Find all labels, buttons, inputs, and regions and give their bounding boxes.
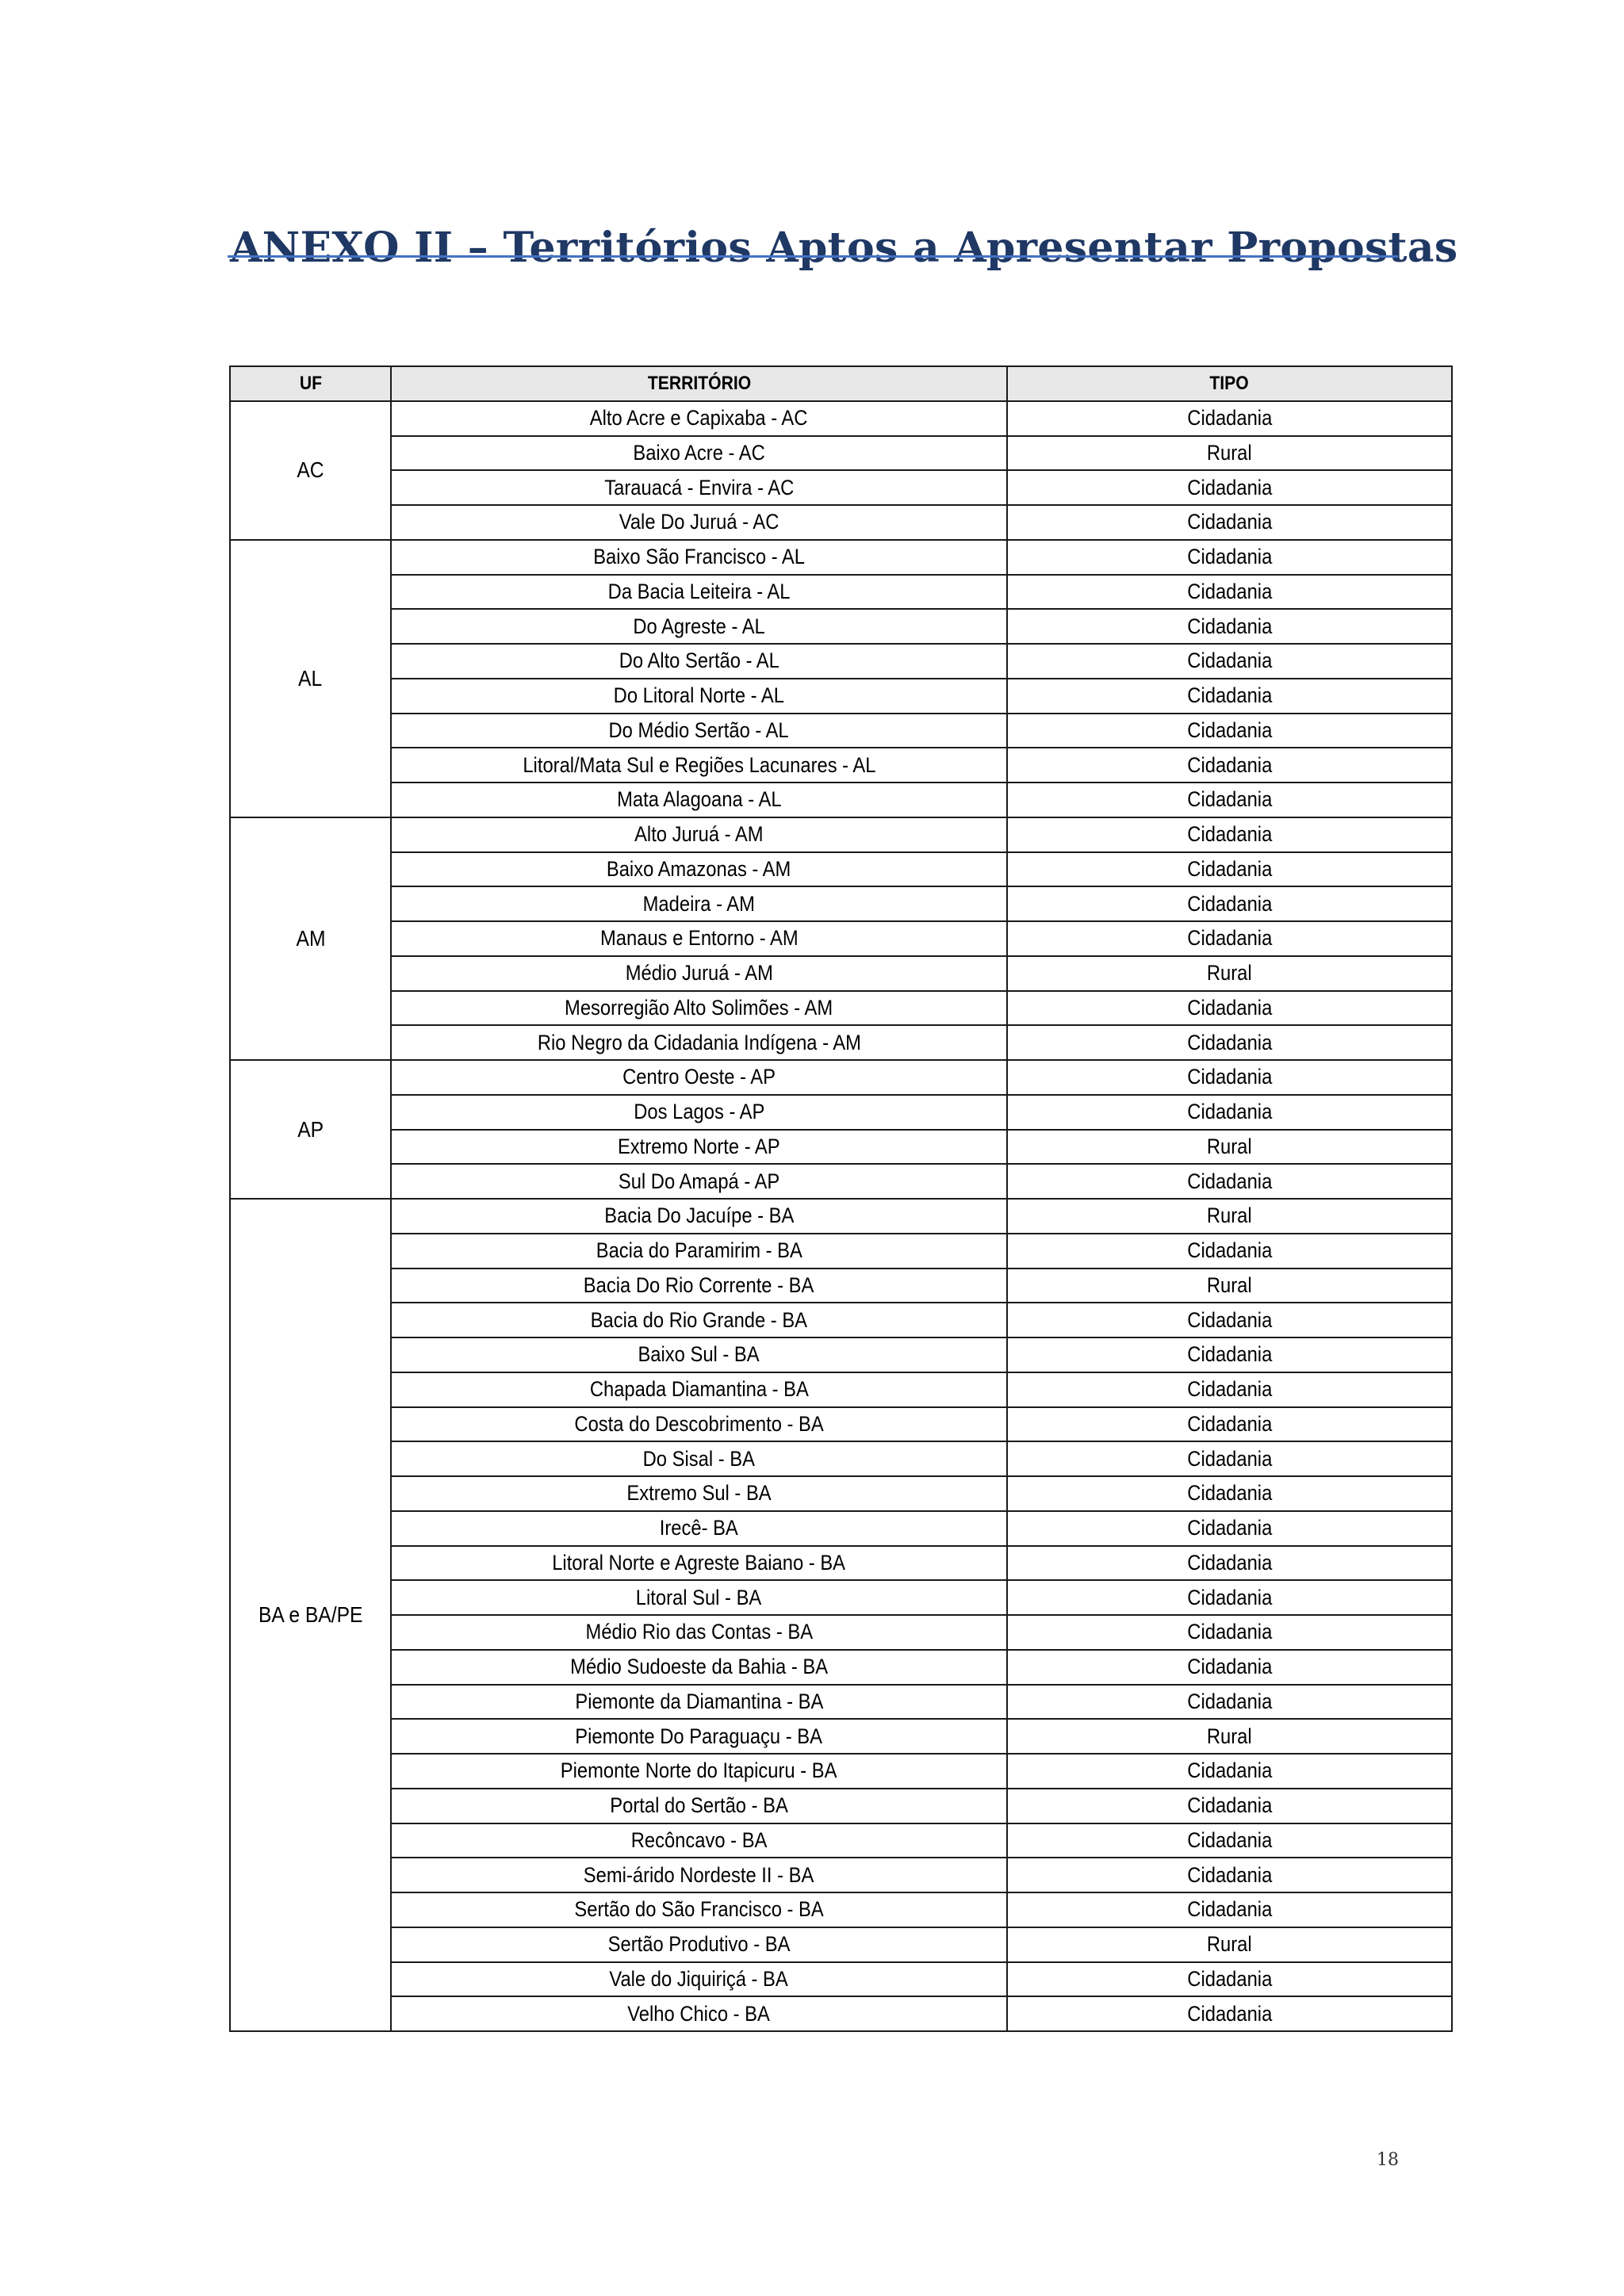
tipo-cell [1007,1650,1452,1685]
table-row [230,1615,1452,1650]
tipo-label: Cidadania [1186,1862,1273,1887]
territorio-cell [391,401,1007,436]
territorio-cell [391,1962,1007,1997]
table-row [230,1372,1452,1407]
territorio-cell [391,1685,1007,1720]
table-row [230,1269,1452,1303]
tipo-cell [1007,679,1452,714]
tipo-label: Rural [1207,1724,1252,1748]
territorio-cell [391,1025,1007,1060]
territorio-label: Do Agreste - AL [633,614,765,638]
tipo-cell [1007,1234,1452,1269]
territorio-label: Semi-árido Nordeste II - BA [584,1862,814,1887]
table-row [230,505,1452,540]
tipo-label: Cidadania [1186,1689,1273,1713]
column-header-tipo: TIPO [1007,366,1452,401]
territorio-label: Piemonte Norte do Itapicuru - BA [561,1758,837,1783]
territorio-cell [391,1234,1007,1269]
table-row [230,470,1452,505]
tipo-label: Cidadania [1186,614,1273,638]
territorio-label: Piemonte Do Paraguaçu - BA [575,1724,823,1748]
territorio-cell [391,1199,1007,1234]
territorio-label: Portal do Sertão - BA [610,1793,788,1818]
tipo-label: Cidadania [1186,1827,1273,1852]
tipo-cell [1007,1754,1452,1789]
table-row [230,1303,1452,1337]
table-row [230,1858,1452,1892]
tipo-cell [1007,1095,1452,1130]
tipo-cell [1007,436,1452,471]
tipo-cell [1007,1269,1452,1303]
page-title: ANEXO II – Territórios Aptos a Apresentar Propostas [230,223,1458,272]
tipo-label: Cidadania [1186,891,1273,916]
table-row [230,1407,1452,1442]
tipo-label: Cidadania [1186,1758,1273,1783]
tipo-cell [1007,1789,1452,1823]
uf-cell [230,817,391,1060]
table-row [230,783,1452,817]
tipo-label: Cidadania [1186,545,1273,569]
column-header-territorio: TERRITÓRIO [391,366,1007,401]
territorio-cell [391,1476,1007,1511]
tipo-cell [1007,1927,1452,1962]
tipo-label: Rural [1207,440,1252,465]
territorio-label: Vale Do Juruá - AC [619,510,779,534]
tipo-label: Rural [1207,1203,1252,1228]
tipo-label: Rural [1207,1134,1252,1158]
table-row [230,886,1452,921]
tipo-cell [1007,1407,1452,1442]
territorio-cell [391,748,1007,783]
table-row [230,1719,1452,1754]
territorio-label: Rio Negro da Cidadania Indígena - AM [537,1030,861,1054]
table-row [230,1962,1452,1997]
tipo-cell [1007,1962,1452,1997]
territorio-label: Mata Alagoana - AL [616,787,782,812]
tipo-label: Cidadania [1186,1655,1273,1679]
table-row [230,401,1452,436]
table-body [230,401,1452,2031]
table-row [230,1164,1452,1199]
uf-cell [230,1060,391,1199]
territorio-label: Bacia do Rio Grande - BA [590,1307,808,1332]
territorio-cell [391,1719,1007,1754]
territorio-cell [391,1927,1007,1962]
table-row [230,575,1452,610]
territorio-cell [391,1546,1007,1581]
territorio-label: Baixo São Francisco - AL [593,545,805,569]
tipo-cell [1007,1025,1452,1060]
territorio-cell [391,1511,1007,1546]
tipo-label: Cidadania [1186,1238,1273,1263]
table-row [230,1025,1452,1060]
territorio-cell [391,1130,1007,1165]
territorio-label: Litoral Sul - BA [636,1585,762,1609]
title-underline [228,255,1398,258]
territorio-cell [391,609,1007,644]
territorio-label: Extremo Norte - AP [618,1134,780,1158]
territorio-label: Alto Acre e Capixaba - AC [590,406,808,430]
uf-label: AC [297,457,324,483]
territorio-label: Sertão do São Francisco - BA [574,1897,824,1922]
territorio-label: Tarauacá - Envira - AC [603,475,795,499]
tipo-cell [1007,1996,1452,2031]
tipo-cell [1007,886,1452,921]
territorio-label: Do Litoral Norte - AL [613,683,785,708]
uf-label: AM [296,925,325,951]
territorio-cell [391,1372,1007,1407]
tipo-label: Cidadania [1186,1169,1273,1193]
tipo-label: Cidadania [1186,1342,1273,1367]
territorio-cell [391,921,1007,956]
tipo-label: Cidadania [1186,1307,1273,1332]
tipo-cell [1007,1580,1452,1615]
tipo-cell [1007,1199,1452,1234]
tipo-label: Cidadania [1186,787,1273,812]
territorio-cell [391,679,1007,714]
uf-label: AL [298,665,323,691]
territorio-label: Litoral/Mata Sul e Regiões Lacunares - AL [522,752,876,777]
table-row [230,1130,1452,1165]
table-row [230,1476,1452,1511]
territorio-cell [391,1996,1007,2031]
tipo-label: Cidadania [1186,406,1273,430]
tipo-cell [1007,1164,1452,1199]
tipo-label: Cidadania [1186,683,1273,708]
tipo-cell [1007,1060,1452,1095]
territorio-label: Baixo Acre - AC [633,440,765,465]
table-row [230,1927,1452,1962]
table-row [230,1337,1452,1372]
tipo-cell [1007,1130,1452,1165]
table-row [230,714,1452,748]
tipo-cell [1007,1719,1452,1754]
tipo-cell [1007,609,1452,644]
page-number: 18 [1377,2150,1399,2170]
tipo-label: Cidadania [1186,1446,1273,1471]
tipo-label: Cidadania [1186,510,1273,534]
uf-cell [230,540,391,817]
tipo-cell [1007,852,1452,887]
table-row [230,1511,1452,1546]
territorio-label: Bacia do Paramirim - BA [596,1238,802,1263]
territorio-cell [391,714,1007,748]
territorio-cell [391,644,1007,679]
tipo-label: Cidadania [1186,1411,1273,1436]
tipo-label: Cidadania [1186,579,1273,603]
table-row [230,679,1452,714]
tipo-cell [1007,1685,1452,1720]
tipo-label: Cidadania [1186,1100,1273,1124]
territorio-label: Sul Do Amapá - AP [618,1169,780,1193]
territorio-label: Irecê- BA [659,1516,739,1540]
territorio-label: Piemonte da Diamantina - BA [574,1689,824,1713]
territorio-cell [391,1441,1007,1476]
table-row [230,748,1452,783]
tipo-cell [1007,991,1452,1026]
table-row [230,852,1452,887]
tipo-cell [1007,1858,1452,1892]
territorio-label: Da Bacia Leiteira - AL [607,579,791,603]
territorio-label: Velho Chico - BA [627,2001,771,2026]
territorio-cell [391,505,1007,540]
territorio-label: Do Sisal - BA [642,1446,756,1471]
territorio-label: Extremo Sul - BA [626,1481,772,1506]
tipo-cell [1007,817,1452,852]
territorio-label: Bacia Do Jacuípe - BA [603,1203,795,1228]
territorio-label: Chapada Diamantina - BA [589,1377,809,1402]
territorio-cell [391,540,1007,575]
territorio-label: Madeira - AM [642,891,756,916]
tipo-label: Cidadania [1186,1030,1273,1054]
table-row [230,1823,1452,1858]
table-row [230,1996,1452,2031]
tipo-label: Cidadania [1186,995,1273,1020]
territorio-label: Centro Oeste - AP [622,1065,776,1089]
territorio-cell [391,436,1007,471]
tipo-label: Cidadania [1186,2001,1273,2026]
tipo-cell [1007,401,1452,436]
table-row [230,1199,1452,1234]
uf-label: BA e BA/PE [258,1602,363,1627]
territorio-label: Dos Lagos - AP [633,1100,765,1124]
tipo-cell [1007,956,1452,991]
tipo-cell [1007,1511,1452,1546]
table-row [230,1234,1452,1269]
table-row [230,1095,1452,1130]
tipo-cell [1007,921,1452,956]
territorio-cell [391,1303,1007,1337]
territorio-label: Médio Sudoeste da Bahia - BA [570,1655,828,1679]
territorio-cell [391,1060,1007,1095]
territorio-label: Alto Juruá - AM [634,822,764,847]
tipo-cell [1007,540,1452,575]
tipo-cell [1007,1615,1452,1650]
territorio-cell [391,886,1007,921]
table-row [230,1580,1452,1615]
territorio-label: Manaus e Entorno - AM [599,926,799,951]
tipo-label: Cidadania [1186,1897,1273,1922]
tipo-label: Cidadania [1186,1377,1273,1402]
tipo-label: Cidadania [1186,1516,1273,1540]
tipo-cell [1007,505,1452,540]
territorio-cell [391,783,1007,817]
territorio-label: Médio Rio das Contas - BA [585,1620,813,1644]
table-row [230,921,1452,956]
territorio-cell [391,1269,1007,1303]
tipo-cell [1007,783,1452,817]
territorio-cell [391,1754,1007,1789]
tipo-label: Cidadania [1186,475,1273,499]
territorio-label: Costa do Descobrimento - BA [574,1411,824,1436]
territorio-label: Sertão Produtivo - BA [607,1932,791,1957]
tipo-label: Cidadania [1186,1620,1273,1644]
territorio-label: Bacia Do Rio Corrente - BA [584,1272,814,1297]
territorio-label: Do Alto Sertão - AL [619,649,779,673]
tipo-label: Rural [1207,961,1252,985]
territorio-cell [391,575,1007,610]
territorio-label: Vale do Jiquiriçá - BA [609,1966,789,1991]
table-row [230,1685,1452,1720]
uf-cell [230,1199,391,2031]
tipo-label: Cidadania [1186,856,1273,881]
territories-table [229,365,1453,2032]
table-row [230,1060,1452,1095]
tipo-label: Cidadania [1186,1481,1273,1506]
territorio-label: Médio Juruá - AM [625,961,773,985]
tipo-cell [1007,1892,1452,1927]
territorio-cell [391,852,1007,887]
territorio-label: Recôncavo - BA [630,1827,768,1852]
territorio-cell [391,1337,1007,1372]
territorio-label: Litoral Norte e Agreste Baiano - BA [552,1550,846,1575]
territorio-label: Baixo Sul - BA [638,1342,760,1367]
territorio-cell [391,470,1007,505]
table-header-row [230,366,1452,401]
tipo-label: Cidadania [1186,1585,1273,1609]
territorio-cell [391,1164,1007,1199]
tipo-cell [1007,644,1452,679]
uf-label: AP [297,1116,324,1142]
table-row [230,1650,1452,1685]
territorio-cell [391,1892,1007,1927]
tipo-label: Cidadania [1186,649,1273,673]
territorio-cell [391,1650,1007,1685]
tipo-label: Cidadania [1186,752,1273,777]
tipo-label: Rural [1207,1932,1252,1957]
uf-cell [230,401,391,540]
tipo-label: Cidadania [1186,822,1273,847]
territorio-cell [391,1858,1007,1892]
territorio-label: Baixo Amazonas - AM [607,856,791,881]
table-row [230,1892,1452,1927]
table-row [230,817,1452,852]
territorio-label: Mesorregião Alto Solimões - AM [565,995,833,1020]
tipo-label: Rural [1207,1272,1252,1297]
tipo-label: Cidadania [1186,926,1273,951]
tipo-label: Cidadania [1186,1966,1273,1991]
tipo-cell [1007,1476,1452,1511]
tipo-cell [1007,1441,1452,1476]
tipo-cell [1007,575,1452,610]
table-row [230,1754,1452,1789]
territorio-cell [391,1580,1007,1615]
tipo-cell [1007,1303,1452,1337]
tipo-label: Cidadania [1186,1550,1273,1575]
table-row [230,644,1452,679]
tipo-cell [1007,714,1452,748]
territorio-cell [391,1823,1007,1858]
column-header-uf: UF [230,366,391,401]
table-row [230,1441,1452,1476]
territorio-label: Do Médio Sertão - AL [608,718,790,742]
table-row [230,436,1452,471]
table-row [230,1789,1452,1823]
table-row [230,609,1452,644]
territorio-cell [391,1407,1007,1442]
tipo-cell [1007,748,1452,783]
tipo-label: Cidadania [1186,1065,1273,1089]
territorio-cell [391,1615,1007,1650]
tipo-cell [1007,1337,1452,1372]
tipo-cell [1007,470,1452,505]
tipo-cell [1007,1546,1452,1581]
tipo-cell [1007,1823,1452,1858]
territorio-cell [391,1789,1007,1823]
table-row [230,991,1452,1026]
territorio-cell [391,956,1007,991]
territorio-cell [391,991,1007,1026]
table-row [230,1546,1452,1581]
table-row [230,540,1452,575]
tipo-label: Cidadania [1186,1793,1273,1818]
tipo-cell [1007,1372,1452,1407]
table-row [230,956,1452,991]
tipo-label: Cidadania [1186,718,1273,742]
territorio-cell [391,1095,1007,1130]
territorio-cell [391,817,1007,852]
